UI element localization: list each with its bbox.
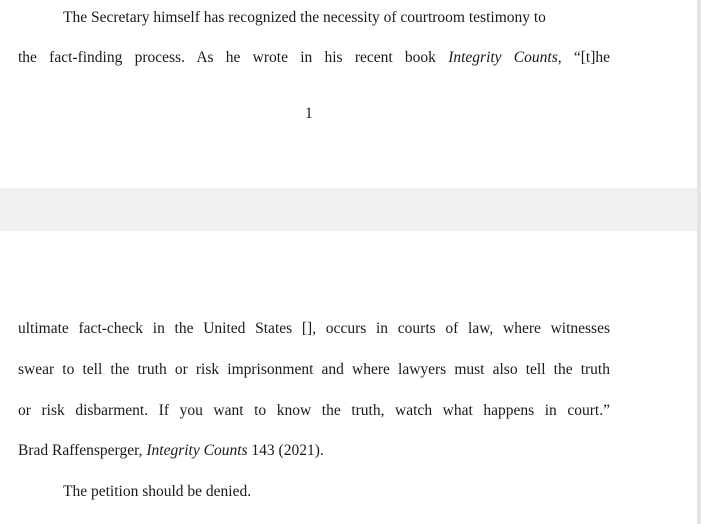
page-number: 1 (305, 105, 313, 122)
page-separator (0, 188, 701, 231)
conclusion-line: The petition should be denied. (63, 483, 252, 500)
paragraph-line: ultimate fact-check in the United States [], occurs in courts of law, where witnesses (18, 320, 610, 337)
paragraph-line: or risk disbarment. If you want to know the truth, watch what happens in court.” (18, 402, 610, 419)
text-span: the fact-finding process. As he wrote in his recent book (18, 49, 436, 66)
text-span: 143 (2021). (251, 442, 324, 459)
paragraph-line: The Secretary himself has recognized the necessity of courtroom testimony to (63, 9, 546, 26)
text-span: “[t]he (573, 49, 610, 66)
scrollbar-edge (697, 0, 701, 524)
document-page-bottom (0, 231, 701, 524)
book-title: Integrity Counts (146, 442, 248, 459)
paragraph-line: swear to tell the truth or risk imprisonment and where lawyers must also tell the truth (18, 361, 610, 378)
text-span: Brad Raffensperger, (18, 442, 143, 459)
book-title: Integrity Counts, (448, 49, 562, 66)
document-page-top (0, 0, 701, 188)
citation-line (18, 441, 610, 461)
paragraph-line (18, 48, 610, 68)
